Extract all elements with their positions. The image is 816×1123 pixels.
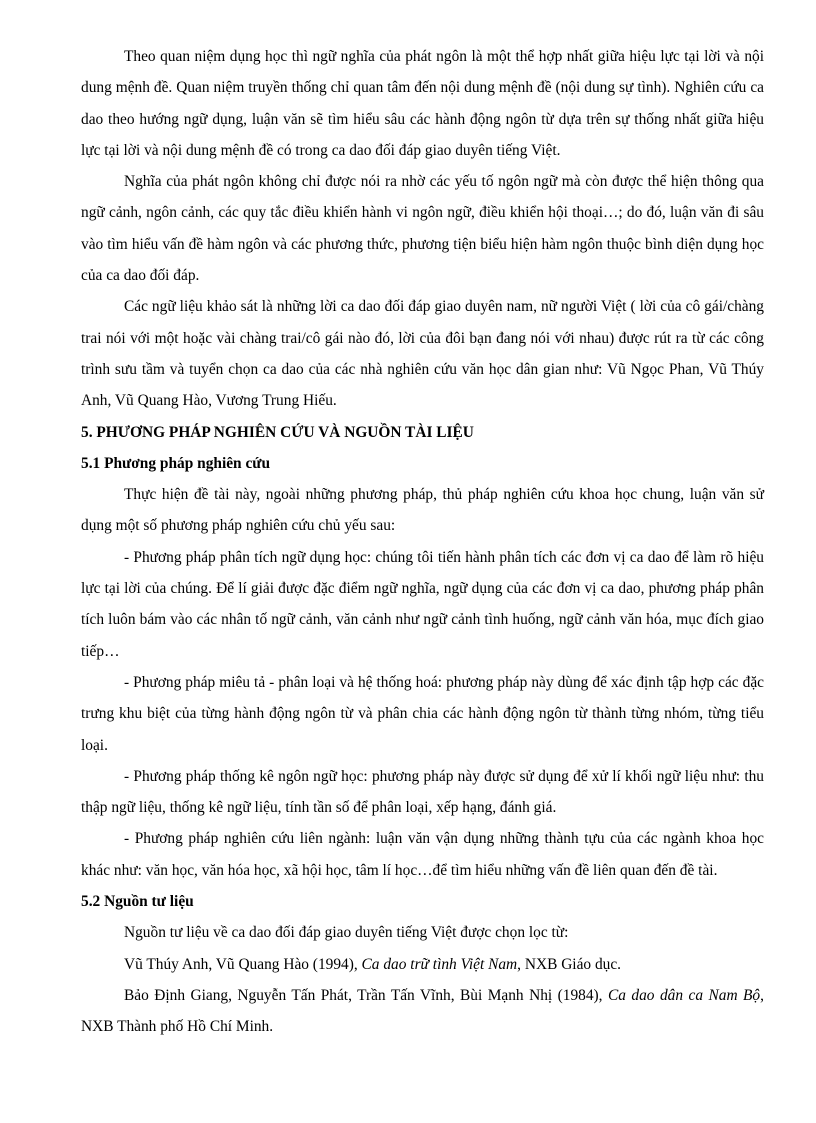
source-reference	[81, 980, 764, 1043]
source-publisher: , NXB Giáo dục.	[517, 955, 622, 973]
source-reference	[81, 949, 764, 980]
method-item: - Phương pháp phân tích ngữ dụng học: chúng tôi tiến hành phân tích các đơn vị ca dao để làm rõ hiệu lực tại lời của chúng. Để lí giải được đặc điểm ngữ nghĩa, ngữ dụng của các đơn vị ca dao, phương pháp phân tích luôn bám vào các nhân tố ngữ cảnh, văn cảnh như ngữ cảnh tình huống, ngữ cảnh văn hóa, mục đích giao tiếp…	[81, 548, 764, 660]
body-paragraph: Các ngữ liệu khảo sát là những lời ca dao đối đáp giao duyên nam, nữ người Việt ( lời của cô gái/chàng trai nói với một hoặc vài chàng trai/cô gái nào đó, lời của đôi bạn đang nói với nhau) được rút ra từ các công trình sưu tầm và tuyển chọn ca dao của các nhà nghiên cứu văn học dân gian như: Vũ Ngọc Phan, Vũ Thúy Anh, Vũ Quang Hào, Vương Trung Hiếu.	[81, 298, 764, 410]
section-heading: 5. PHƯƠNG PHÁP NGHIÊN CỨU VÀ NGUỒN TÀI LIỆU	[81, 423, 474, 441]
source-title: Ca dao dân ca Nam Bộ	[607, 986, 761, 1004]
subsection-heading: 5.2 Nguồn tư liệu	[81, 893, 194, 911]
source-title: Ca dao trữ tình Việt Nam	[361, 955, 518, 973]
source-authors: Bảo Định Giang, Nguyễn Tấn Phát, Trần Tấn Vĩnh, Bùi Mạnh Nhị (1984),	[124, 986, 608, 1004]
body-paragraph: Nguồn tư liệu về ca dao đối đáp giao duyên tiếng Việt được chọn lọc từ:	[124, 924, 569, 942]
method-item: - Phương pháp miêu tả - phân loại và hệ thống hoá: phương pháp này dùng để xác định tập hợp các đặc trưng khu biệt của từng hành động ngôn từ và phân chia các hành động ngôn từ thành từng nhóm, từng tiểu loại.	[81, 673, 764, 754]
body-paragraph: Nghĩa của phát ngôn không chỉ được nói ra nhờ các yếu tố ngôn ngữ mà còn được thể hiện thông qua ngữ cảnh, ngôn cảnh, các quy tắc điều khiển hành vi ngôn ngữ, điều khiển hội thoại…; do đó, luận văn đi sâu vào tìm hiểu vấn đề hàm ngôn và các phương thức, phương tiện biểu hiện hàm ngôn thuộc bình diện dụng học của ca dao đối đáp.	[81, 173, 764, 285]
subsection-heading: 5.1 Phương pháp nghiên cứu	[81, 454, 271, 472]
body-paragraph: Theo quan niệm dụng học thì ngữ nghĩa của phát ngôn là một thể hợp nhất giữa hiệu lực tại lời và nội dung mệnh đề. Quan niệm truyền thống chỉ quan tâm đến nội dung mệnh đề (nội dung sự tình). Nghiên cứu ca dao theo hướng ngữ dụng, luận văn sẽ tìm hiểu sâu các hành động ngôn từ dựa trên sự thống nhất giữa hiệu lực tại lời và nội dung mệnh đề có trong ca dao đối đáp giao duyên tiếng Việt.	[81, 48, 764, 159]
method-item: - Phương pháp thống kê ngôn ngữ học: phương pháp này được sử dụng để xử lí khối ngữ liệu như: thu thập ngữ liệu, thống kê ngữ liệu, tính tần số để phân loại, xếp hạng, đánh giá.	[81, 767, 764, 817]
source-authors: Vũ Thúy Anh, Vũ Quang Hào (1994),	[124, 955, 362, 973]
body-paragraph: Thực hiện đề tài này, ngoài những phương pháp, thủ pháp nghiên cứu khoa học chung, luận văn sử dụng một số phương pháp nghiên cứu chủ yếu sau:	[81, 486, 764, 535]
method-item: - Phương pháp nghiên cứu liên ngành: luận văn vận dụng những thành tựu của các ngành khoa học khác như: văn học, văn hóa học, xã hội học, tâm lí học…để tìm hiểu những vấn đề liên quan đến đề tài.	[81, 830, 764, 879]
source-publisher: , NXB Thành phố Hồ Chí Minh.	[81, 986, 764, 1036]
